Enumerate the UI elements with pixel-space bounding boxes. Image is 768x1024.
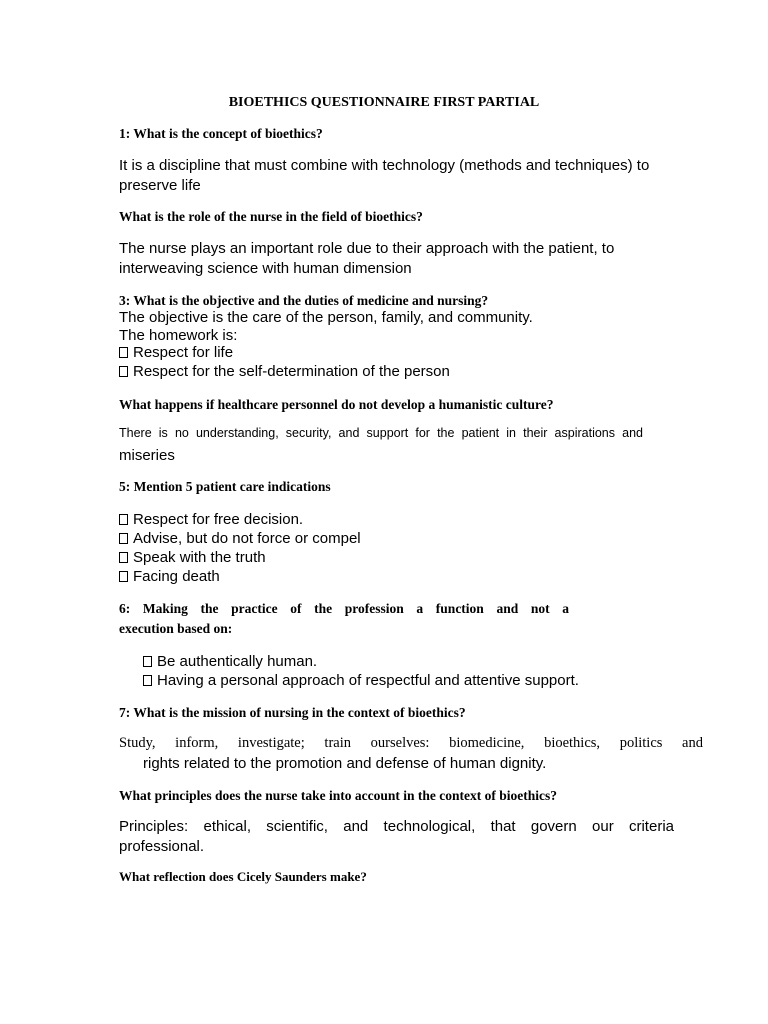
bullet-text: Be authentically human. [157,653,318,670]
bullet-box-icon [119,514,128,525]
answer-4-line-1: There is no understanding, security, and support for the patient in their aspirations and [119,426,643,440]
bullet-box-icon [119,347,128,358]
bullet-text: Speak with the truth [133,549,266,566]
question-5: 5: Mention 5 patient care indications [119,479,331,494]
bullet-text: Having a personal approach of respectful and attentive support. [157,672,579,689]
question-3: 3: What is the objective and the duties of medicine and nursing? [119,293,489,308]
list-item [143,652,317,671]
bullet-box-icon [119,571,128,582]
answer-7-line-1: Study, inform, investigate; train ourselves: biomedicine, bioethics, politics and [119,735,703,751]
list-item [119,362,450,381]
question-1: 1: What is the concept of bioethics? [119,126,323,141]
bullet-text: Respect for the self-determination of the person [133,363,450,380]
answer-2-line-2: interweaving science with human dimension [119,260,412,277]
bullet-box-icon [119,366,128,377]
bullet-box-icon [119,533,128,544]
question-7: 7: What is the mission of nursing in the context of bioethics? [119,705,466,720]
list-item [143,671,579,690]
answer-7-line-2: rights related to the promotion and defense of human dignity. [143,755,547,772]
question-8: What principles does the nurse take into account in the context of bioethics? [119,788,557,803]
bullet-box-icon [119,552,128,563]
bullet-text: Respect for life [133,344,234,361]
bullet-box-icon [143,656,152,667]
list-item [119,548,266,567]
bullet-text: Facing death [133,568,220,585]
answer-4-line-2: miseries [119,447,175,464]
question-6-line-1: 6: Making the practice of the profession a function and not a [119,601,569,616]
question-2: What is the role of the nurse in the field of bioethics? [119,209,423,224]
question-9: What reflection does Cicely Saunders make? [119,869,367,884]
list-item [119,529,361,548]
bullet-box-icon [143,675,152,686]
answer-8-line-1: Principles: ethical, scientific, and technological, that govern our criteria [119,818,674,835]
bullet-text: Respect for free decision. [133,511,304,528]
list-item [119,510,303,529]
question-4: What happens if healthcare personnel do not develop a humanistic culture? [119,397,554,412]
answer-1-line-1: It is a discipline that must combine with technology (methods and techniques) to [119,157,650,174]
answer-1-line-2: preserve life [119,177,201,194]
answer-3-line-2: The homework is: [119,327,238,344]
bullet-text: Advise, but do not force or compel [133,530,361,547]
list-item [119,567,220,586]
answer-8-line-2: professional. [119,838,205,855]
document-title: BIOETHICS QUESTIONNAIRE FIRST PARTIAL [228,95,540,110]
answer-2-line-1: The nurse plays an important role due to their approach with the patient, to [119,240,615,257]
answer-3-line-1: The objective is the care of the person, family, and community. [119,309,533,326]
question-6-line-2: execution based on: [119,621,233,636]
list-item [119,343,233,362]
